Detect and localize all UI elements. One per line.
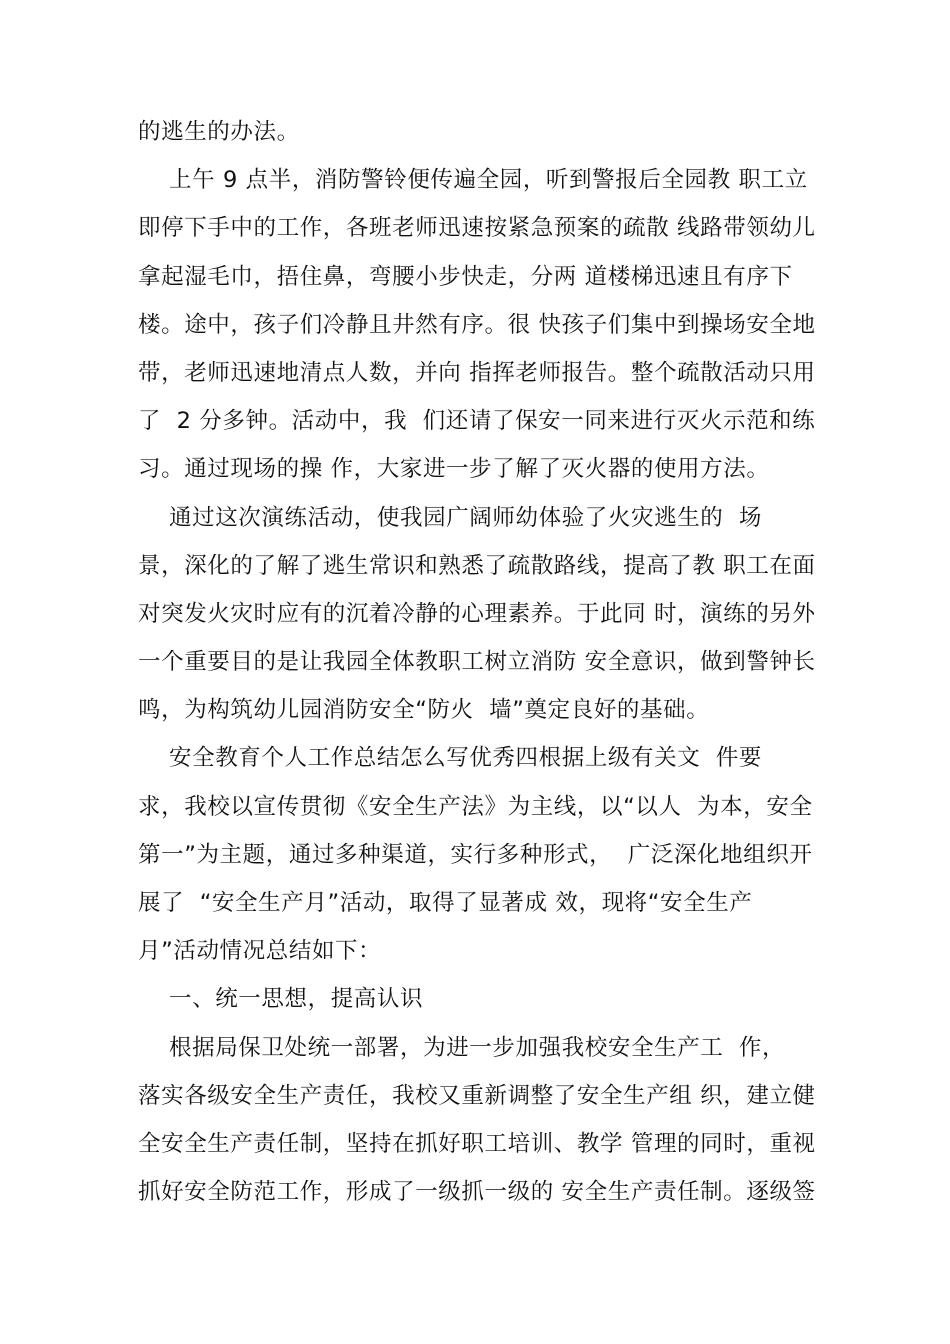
document-body: [138, 108, 838, 1216]
text-line: 通过这次演练活动，使我园广阔师幼体验了火灾逃生的 场: [138, 504, 763, 531]
text-line: 带，老师迅速地清点人数，并向 指挥老师报告。整个疏散活动只用: [138, 359, 816, 386]
text-line: 月”活动情况总结如下：: [138, 938, 382, 965]
text-line: 楼。途中，孩子们冷静且井然有序。很 快孩子们集中到操场安全地: [138, 311, 816, 338]
text-line: 落实各级安全生产责任，我校又重新调整了安全生产组 织，建立健: [138, 1082, 816, 1109]
text-line: 拿起湿毛巾，捂住鼻，弯腰小步快走，分两 道楼梯迅速且有序下: [138, 263, 793, 290]
text-line: 习。通过现场的操 作，大家进一步了解了灭火器的使用方法。: [138, 456, 770, 483]
text-line: 安全教育个人工作总结怎么写优秀四根据上级有关文 件要: [138, 745, 763, 772]
text-line: 展了 “安全生产月”活动，取得了显著成 效，现将“安全生产: [138, 890, 753, 916]
text-line: 景，深化的了解了逃生常识和熟悉了疏散路线，提高了教 职工在面: [138, 552, 816, 579]
text-line: 的逃生的办法。: [138, 119, 300, 145]
text-line: 对突发火灾时应有的沉着冷静的心理素养。于此同 时，演练的另外: [138, 600, 816, 627]
text-line: 一个重要目的是让我园全体教职工树立消防 安全意识，做到警钟长: [138, 649, 816, 676]
text-line: 鸣，为构筑幼儿园消防安全“防火 墙”奠定良好的基础。: [138, 697, 710, 724]
text-line: 根据局保卫处统一部署，为进一步加强我校安全生产工 作，: [138, 1034, 786, 1061]
text-line: 即停下手中的工作，各班老师迅速按紧急预案的疏散 线路带领幼儿: [138, 215, 816, 242]
text-line: 全安全生产责任制，坚持在抓好职工培训、教学 管理的同时，重视: [138, 1130, 816, 1157]
text-line: 第一”为主题，通过多种渠道，实行多种形式， 广泛深化地组织开: [138, 841, 813, 868]
text-line: 上午 9 点半，消防警铃便传遍全园，听到警报后全园教 职工立: [138, 167, 808, 194]
text-line: 抓好安全防范工作，形成了一级抓一级的 安全生产责任制。逐级签: [138, 1179, 816, 1206]
text-line: 求，我校以宣传贯彻《安全生产法》为主线，以“以人 为本，安全: [138, 793, 813, 820]
section-heading: 一、统一思想，提高认识: [138, 986, 424, 1013]
text-line: 了 2 分多钟。活动中，我 们还请了保安一同来进行灭火示范和练: [138, 408, 816, 435]
